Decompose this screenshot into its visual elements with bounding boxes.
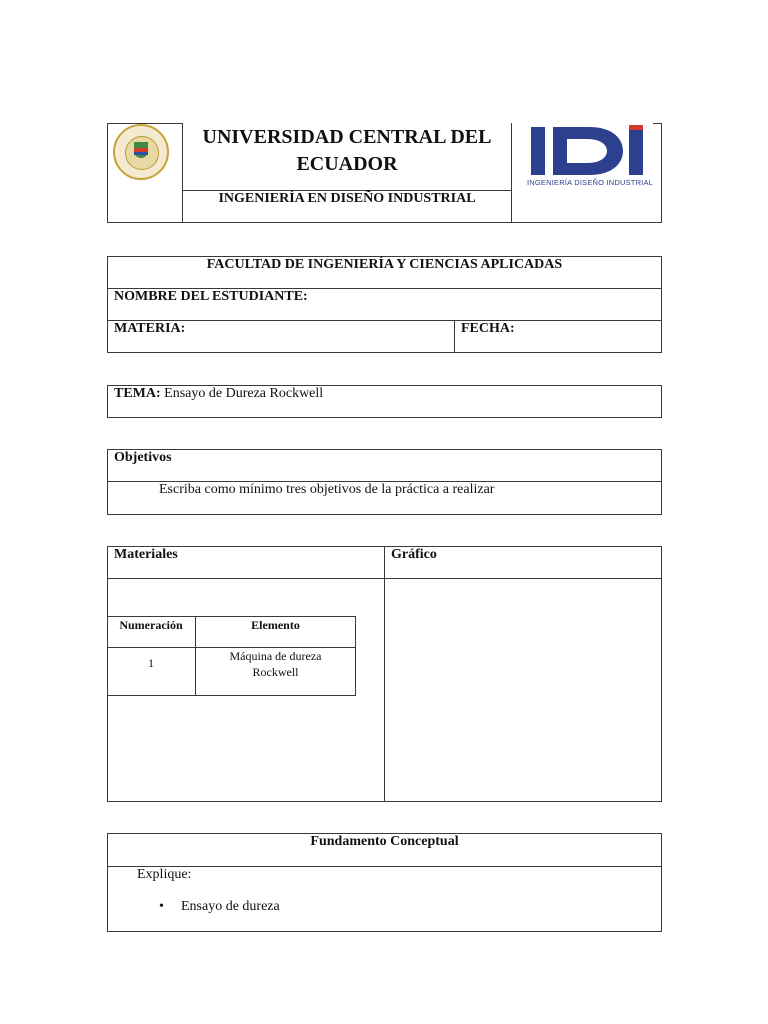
bullet-icon: •	[159, 899, 164, 914]
materiales-col-divider	[384, 546, 385, 802]
table-cell-element-line1: Máquina de dureza	[229, 649, 322, 663]
bullet-item	[159, 899, 280, 915]
tema-label: TEMA:	[114, 386, 161, 401]
fundamento-heading: Fundamento Conceptual	[310, 834, 459, 849]
fundamento-intro: Explique:	[137, 867, 192, 882]
university-title: UNIVERSIDAD CENTRAL DEL ECUADOR	[202, 126, 492, 175]
tema-line	[114, 386, 323, 402]
materiales-heading: Materiales	[114, 547, 178, 562]
date-label: FECHA:	[461, 321, 515, 336]
bullet-text: Ensayo de dureza	[181, 899, 280, 914]
logo-subtitle: INGENIERÍA DISEÑO INDUSTRIAL	[527, 178, 654, 187]
objetivos-heading: Objetivos	[114, 450, 172, 465]
faculty-title: FACULTAD DE INGENIERÍA Y CIENCIAS APLICADAS	[206, 257, 563, 272]
info-col-divider	[454, 320, 455, 353]
info-row-divider-2	[107, 320, 662, 321]
materials-table-header-divider	[107, 647, 356, 648]
table-header-numeracion: Numeración	[119, 618, 183, 632]
student-name-label: NOMBRE DEL ESTUDIANTE:	[114, 289, 308, 304]
career-title: INGENIERÍA EN DISEÑO INDUSTRIAL	[218, 191, 476, 206]
university-seal-icon	[113, 124, 169, 180]
subject-label: MATERIA:	[114, 321, 186, 336]
header-top-border-right	[653, 123, 662, 124]
header-divider-right	[511, 123, 512, 223]
grafico-heading: Gráfico	[391, 547, 437, 562]
table-cell-element-line2: Rockwell	[252, 665, 299, 679]
table-cell-num: 1	[148, 656, 154, 670]
objetivos-text: Escriba como mínimo tres objetivos de la práctica a realizar	[159, 482, 495, 497]
table-header-elemento: Elemento	[251, 618, 300, 632]
tema-value: Ensayo de Dureza Rockwell	[164, 386, 324, 401]
